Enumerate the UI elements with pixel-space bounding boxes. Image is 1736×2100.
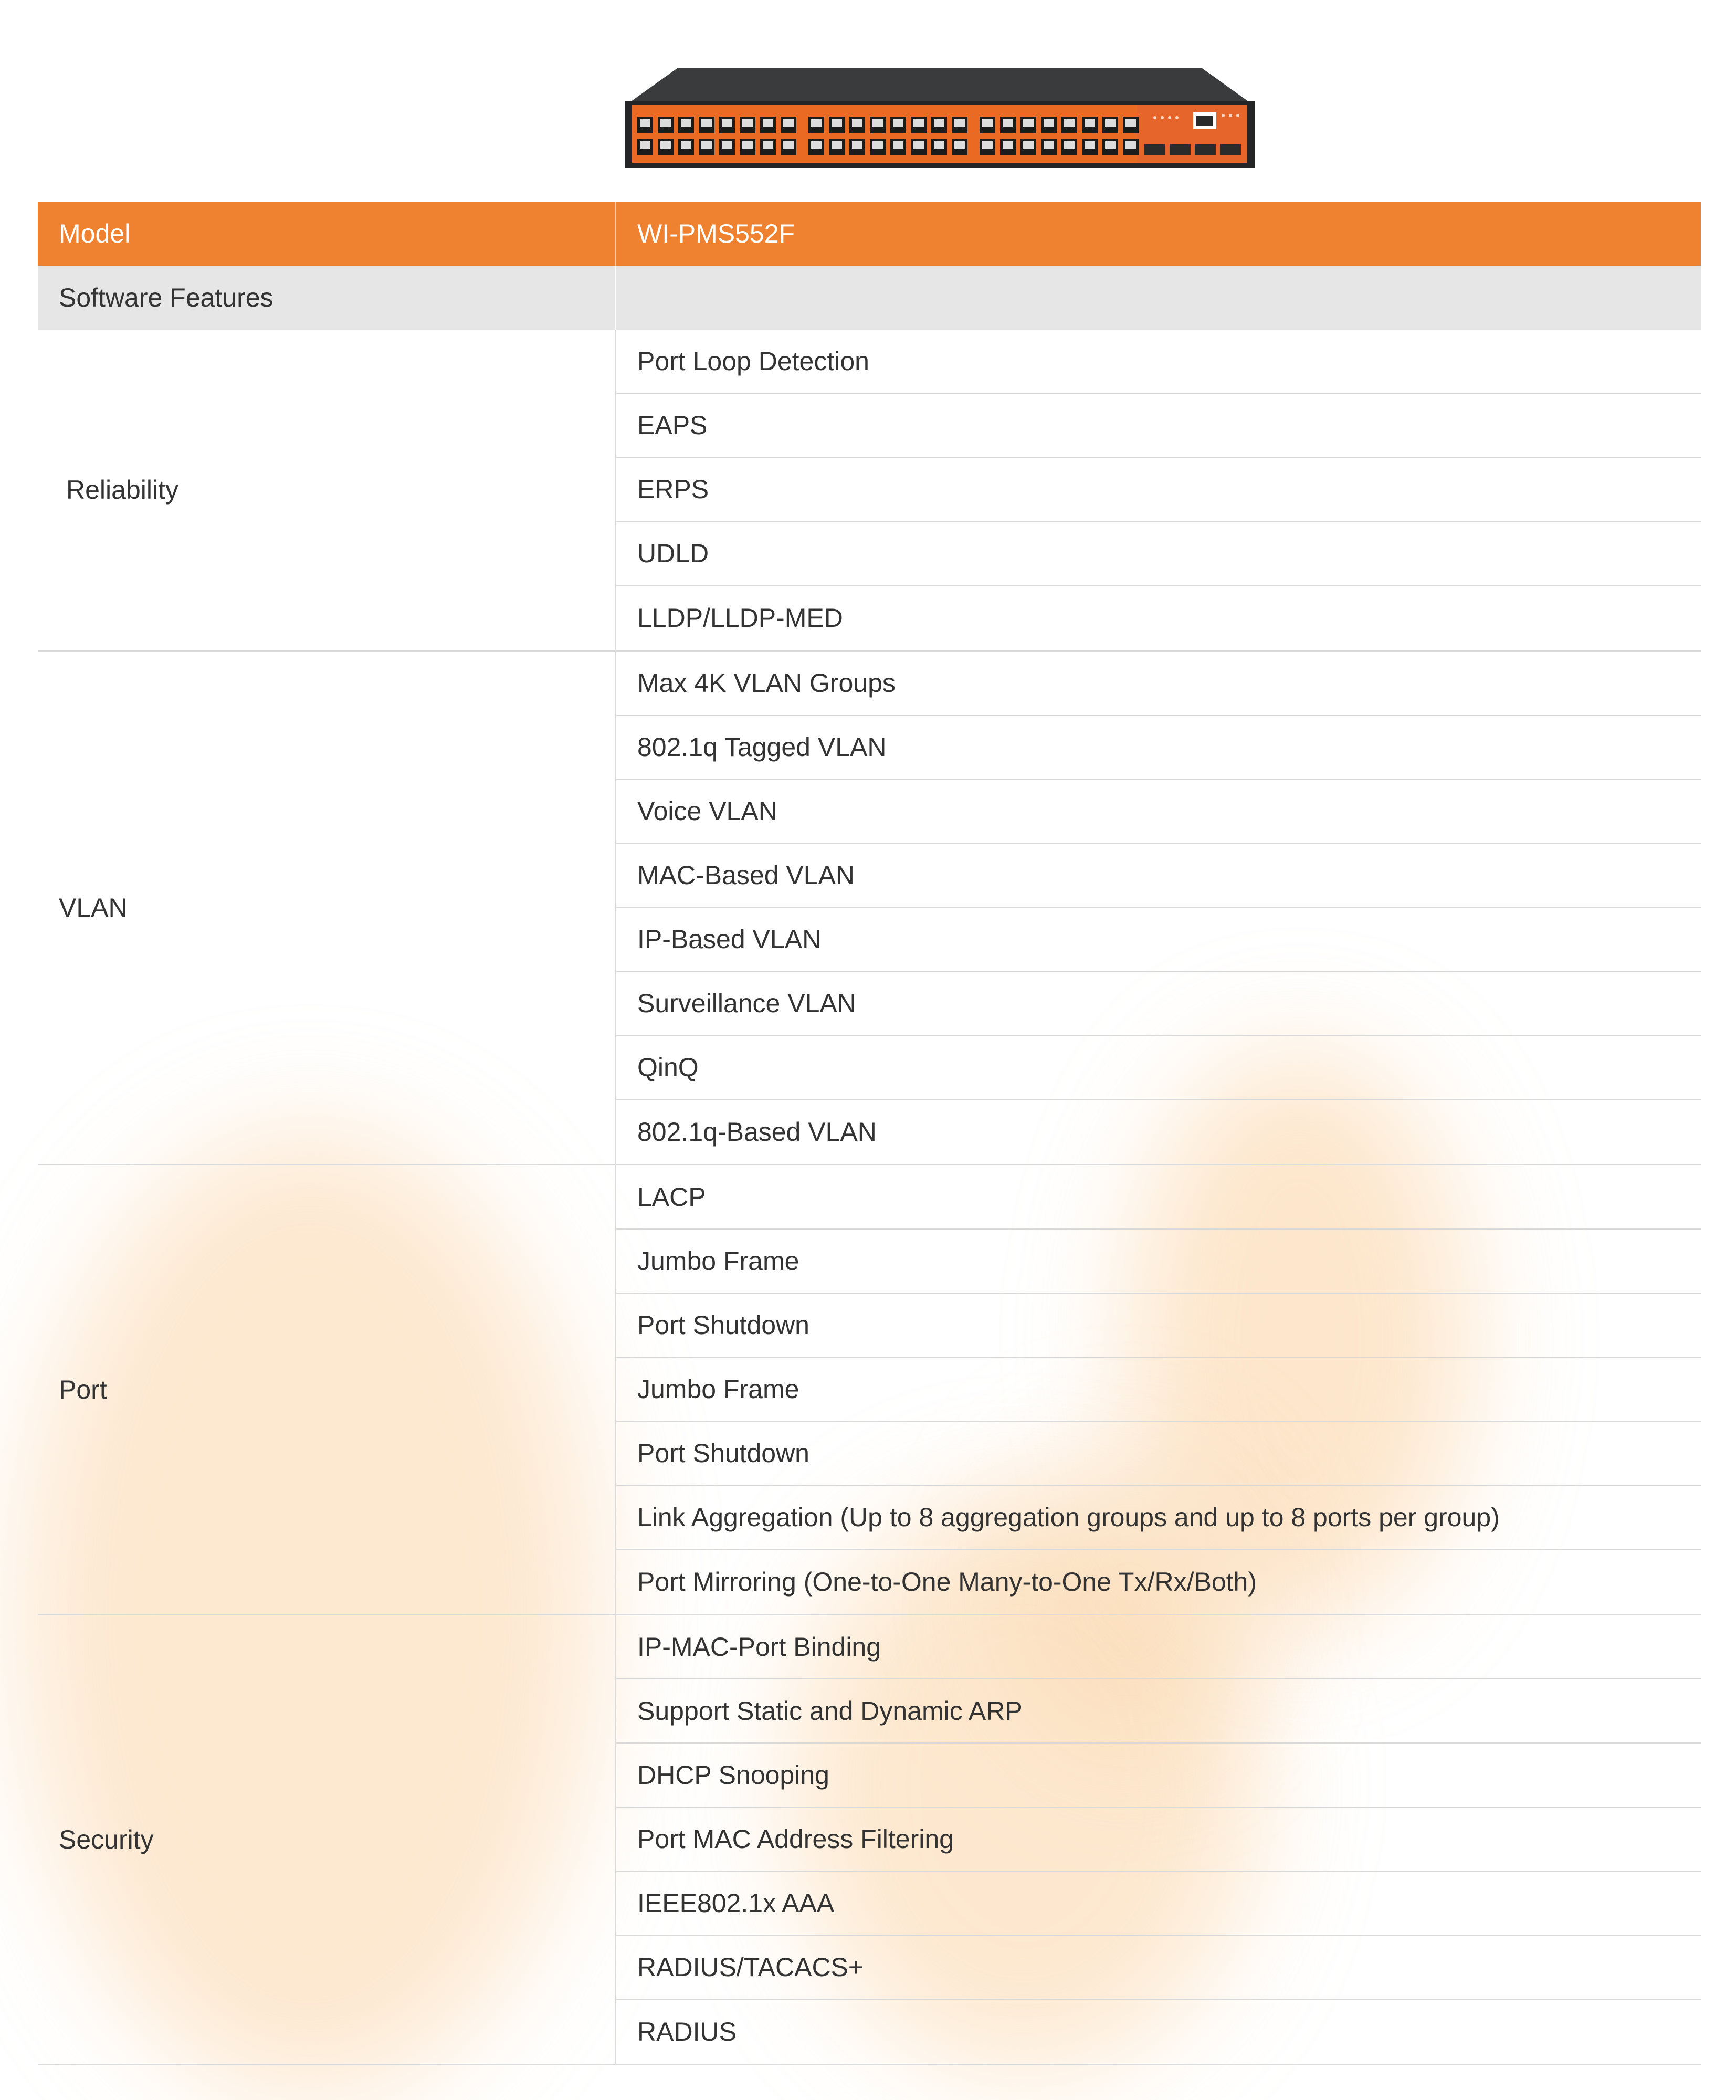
feature-item: QinQ [616, 1036, 1701, 1100]
rj45-port-contacts [913, 119, 924, 127]
rj45-port-contacts [982, 119, 993, 127]
feature-item: Port MAC Address Filtering [616, 1808, 1701, 1872]
rj45-port-contacts [954, 141, 965, 149]
rj45-port-contacts [1105, 141, 1116, 149]
rj45-port-contacts [1003, 119, 1013, 127]
feature-item: 802.1q-Based VLAN [637, 1117, 877, 1147]
rj45-port-contacts [1085, 119, 1095, 127]
network-switch-icon [625, 67, 1255, 168]
group-port [38, 1166, 1701, 1615]
feature-item: IP-MAC-Port Binding [616, 1615, 1701, 1679]
section-title: Software Features [38, 266, 616, 330]
group-security [38, 1615, 1701, 2065]
rj45-port-contacts [811, 141, 822, 149]
rj45-port-contacts [934, 141, 944, 149]
section-value [616, 266, 1701, 330]
sfp-port [1144, 144, 1165, 155]
feature-item: Port Shutdown [616, 1294, 1701, 1358]
feature-item: Max 4K VLAN Groups [616, 652, 1701, 716]
feature-item: UDLD [616, 522, 1701, 586]
model-value: WI-PMS552F [637, 219, 795, 248]
group-label-port: Port [38, 1166, 616, 1614]
rj45-port-contacts [1064, 119, 1075, 127]
rj45-port-contacts [1023, 119, 1034, 127]
rj45-port-contacts [832, 119, 842, 127]
rj45-port-contacts [913, 141, 924, 149]
feature-item: MAC-Based VLAN [616, 844, 1701, 908]
table-subheader-row [38, 266, 1701, 330]
rj45-port-contacts [640, 141, 650, 149]
rj45-port-contacts [783, 141, 794, 149]
sfp-port [1195, 144, 1216, 155]
sfp-port [1170, 144, 1191, 155]
rj45-port-contacts [1125, 141, 1136, 149]
rj45-port-contacts [660, 119, 671, 127]
group-reliability [38, 330, 1701, 652]
rj45-port-contacts [893, 141, 903, 149]
feature-item: Port Mirroring (One-to-One Many-to-One Tx/Rx/Both) [637, 1567, 1257, 1597]
rj45-port-contacts [763, 119, 773, 127]
feature-item: LACP [616, 1166, 1701, 1230]
feature-item: Port Loop Detection [616, 330, 1701, 394]
rj45-port-contacts [811, 119, 822, 127]
rj45-port-contacts [934, 119, 944, 127]
table-header-row [38, 202, 1701, 266]
rj45-port-contacts [872, 141, 883, 149]
rj45-port-contacts [1064, 141, 1075, 149]
sfp-port [1220, 144, 1241, 155]
group-label-reliability: Reliability [38, 330, 616, 650]
feature-item: LLDP/LLDP-MED [637, 603, 843, 633]
rj45-port-contacts [1044, 141, 1054, 149]
feature-item: Port Shutdown [616, 1422, 1701, 1486]
feature-item: 802.1q Tagged VLAN [616, 716, 1701, 780]
rj45-port-contacts [742, 119, 753, 127]
feature-item: IEEE802.1x AAA [616, 1872, 1701, 1936]
rj45-port-contacts [1105, 119, 1116, 127]
feature-item: ERPS [616, 458, 1701, 522]
group-label-vlan: VLAN [38, 652, 616, 1164]
rj45-port-contacts [852, 141, 862, 149]
rj45-port-contacts [742, 141, 753, 149]
rj45-port-contacts [1003, 141, 1013, 149]
feature-item: Voice VLAN [616, 780, 1701, 844]
rj45-port-contacts [832, 141, 842, 149]
rj45-port-contacts [722, 119, 732, 127]
rj45-port-contacts [640, 119, 650, 127]
feature-item: Link Aggregation (Up to 8 aggregation groups and up to 8 ports per group) [616, 1486, 1701, 1550]
rj45-port-contacts [701, 141, 712, 149]
feature-item: RADIUS [637, 2017, 737, 2046]
rj45-port-contacts [763, 141, 773, 149]
rj45-port-contacts [872, 119, 883, 127]
rj45-port-contacts [701, 119, 712, 127]
rj45-port-contacts [783, 119, 794, 127]
rj45-port-contacts [1023, 141, 1034, 149]
group-vlan [38, 652, 1701, 1166]
feature-item: IP-Based VLAN [616, 908, 1701, 972]
rj45-port-contacts [681, 141, 691, 149]
rj45-port-contacts [681, 119, 691, 127]
feature-item: Surveillance VLAN [616, 972, 1701, 1036]
rj45-port-contacts [852, 119, 862, 127]
feature-item: EAPS [616, 394, 1701, 458]
model-label: Model [38, 202, 616, 266]
rj45-port-contacts [660, 141, 671, 149]
rj45-port-contacts [954, 119, 965, 127]
feature-item: RADIUS/TACACS+ [616, 1936, 1701, 2000]
feature-item: Support Static and Dynamic ARP [616, 1679, 1701, 1744]
spec-table [38, 202, 1701, 2065]
rj45-port-contacts [1125, 119, 1136, 127]
rj45-port-contacts [1044, 119, 1054, 127]
feature-item: Jumbo Frame [616, 1230, 1701, 1294]
rj45-port-contacts [1085, 141, 1095, 149]
rj45-port-contacts [893, 119, 903, 127]
rj45-port-contacts [982, 141, 993, 149]
rj45-port-contacts [722, 141, 732, 149]
group-label-security: Security [38, 1615, 616, 2064]
feature-item: DHCP Snooping [616, 1744, 1701, 1808]
feature-item: Jumbo Frame [616, 1358, 1701, 1422]
